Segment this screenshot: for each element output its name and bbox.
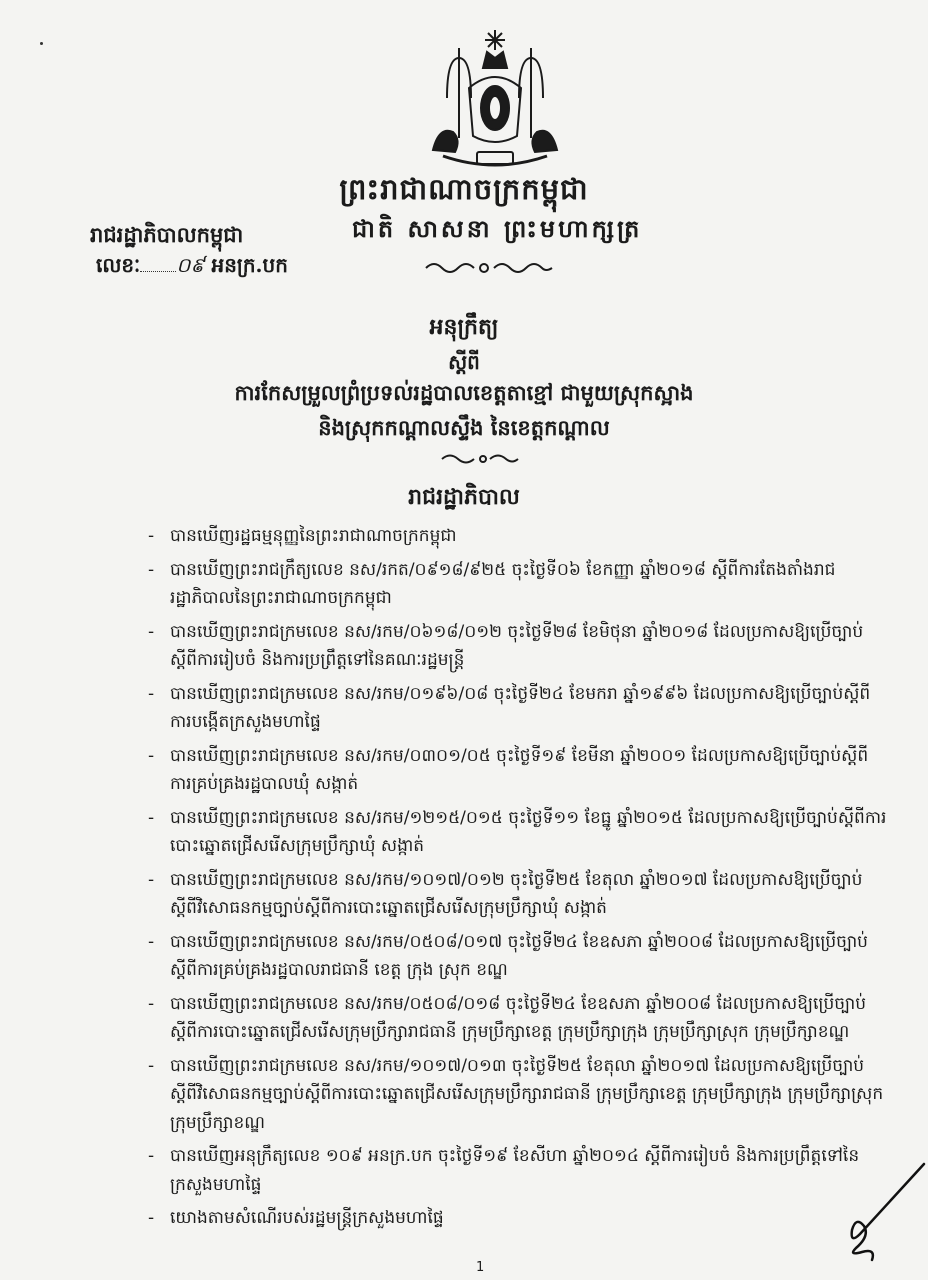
bullet-dash: - [148,745,155,766]
list-item-text: បានឃើញព្រះរាជក្រឹត្យលេខ នស/រកត/០៩១៨/៩២៥ ចុះថ្ងៃទី០៦ ខែកញ្ញា ឆ្នាំ២០១៨ ស្តីពីការតែងតាំងរាជរដ្ឋាភិបាលនៃព្រះរាជាណាចក្រកម្ពុជា [170,559,836,608]
list-item [148,522,888,551]
list-item [148,618,888,675]
list-item [148,866,888,923]
list-item-text: បានឃើញព្រះរាជក្រមលេខ នស/រកម/០៣០១/០៥ ចុះថ្ងៃទី១៩ ខែមីនា ឆ្នាំ២០០១ ដែលប្រកាសឱ្យប្រើច្បាប់ស្តីពីការគ្រប់គ្រងរដ្ឋបាលឃុំ សង្កាត់ [170,745,869,794]
issuer-heading: រាជរដ្ឋាភិបាល [408,484,520,510]
ornament-divider-icon [424,260,554,276]
list-item-text: បានឃើញអនុក្រឹត្យលេខ ១០៩ អនក្រ.បក ចុះថ្ងៃទី១៩ ខែសីហា ឆ្នាំ២០១៤ ស្តីពីការរៀបចំ និងការប្រព្រឹត្តទៅនៃក្រសួងមហាផ្ទៃ [170,1146,860,1195]
list-item-text: បានឃើញព្រះរាជក្រមលេខ នស/រកម/១០១៧/០១៣ ចុះថ្ងៃទី២៥ ខែតុលា ឆ្នាំ២០១៧ ដែលប្រកាសឱ្យប្រើច្បាប់ស្តីពីវិសោធនកម្មច្បាប់ស្តីពីការបោះឆ្នោតជ្រើសរើសក្រុមប្រឹក្សារាជធានី ក្រុមប្រឹក្សាខេត្ត ក្រុមប្រឹក្សាក្រុង ក្រុមប្រឹក្សាស្រុក ក្រុមប្រឹក្សាខណ្ឌ [170,1055,884,1133]
list-item [148,1204,888,1233]
ref-label: លេខៈ [96,253,141,277]
subject-line-1: ការកែសម្រួលព្រំប្រទល់រដ្ឋបាលខេត្តតាខ្មៅ ជាមួយស្រុកស្អាង [234,380,694,405]
bullet-dash: - [148,1208,155,1228]
list-item-text: បានឃើញព្រះរាជក្រមលេខ នស/រកម/០៦១៨/០១២ ចុះថ្ងៃទី២៨ ខែមិថុនា ឆ្នាំ២០១៨ ដែលប្រកាសឱ្យប្រើច្បាប់ស្តីពីការរៀបចំ និងការប្រព្រឹត្តទៅនៃគណៈរដ្ឋមន្ត្រី [170,621,864,670]
bullet-dash: - [148,931,155,952]
bullet-dash: - [148,559,155,580]
national-motto: ជាតិ សាសនា ព្រះមហាក្សត្រ [352,214,643,243]
list-item-text: បានឃើញព្រះរាជក្រមលេខ នស/រកម/០១៩៦/០៨ ចុះថ្ងៃទី២៤ ខែមករា ឆ្នាំ១៩៩៦ ដែលប្រកាសឱ្យប្រើច្បាប់ស្តីពីការបង្កើតក្រសួងមហាផ្ទៃ [170,683,871,732]
list-item [148,1052,888,1138]
reference-number [96,252,288,282]
bullet-dash: - [148,807,155,828]
kingdom-title: ព្រះរាជាណាចក្រកម្ពុជា [339,172,589,206]
list-item [148,742,888,799]
list-item-text: យោងតាមសំណើរបស់រដ្ឋមន្ត្រីក្រសួងមហាផ្ទៃ [170,1208,444,1228]
ref-dots [140,271,176,272]
ornament-small-icon [440,452,520,466]
handwritten-signature [820,1160,928,1270]
ministry-name: រាជរដ្ឋាភិបាលកម្ពុជា [90,222,244,247]
list-item [148,928,888,985]
about-label: ស្តីពី [448,350,480,374]
bullet-dash: - [148,993,155,1014]
scan-speck [40,42,43,45]
ref-suffix: អនក្រ.បក [211,253,288,277]
list-item-text: បានឃើញព្រះរាជក្រមលេខ នស/រកម/១០១៧/០១២ ចុះថ្ងៃទី២៥ ខែតុលា ឆ្នាំ២០១៧ ដែលប្រកាសឱ្យប្រើច្បាប់ស្តីពីវិសោធនកម្មច្បាប់ស្តីពីការបោះឆ្នោតជ្រើសរើសក្រុមប្រឹក្សាឃុំ សង្កាត់ [170,869,863,918]
royal-emblem-icon [425,28,565,178]
bullet-dash: - [148,683,155,704]
list-item [148,556,888,613]
document-type: អនុក្រឹត្យ [429,314,499,340]
list-item-text: បានឃើញរដ្ឋធម្មនុញ្ញនៃព្រះរាជាណាចក្រកម្ពុជា [170,526,457,546]
list-item [148,990,888,1047]
list-item-text: បានឃើញព្រះរាជក្រមលេខ នស/រកម/០៥០៨/០១៧ ចុះថ្ងៃទី២៤ ខែឧសភា ឆ្នាំ២០០៨ ដែលប្រកាសឱ្យប្រើច្បាប់ស្តីពីការគ្រប់គ្រងរដ្ឋបាលរាជធានី ខេត្ត ក្រុង ស្រុក ខណ្ឌ [170,931,868,980]
bullet-dash: - [148,1146,155,1166]
list-item [148,804,888,861]
list-item-text: បានឃើញព្រះរាជក្រមលេខ នស/រកម/០៥០៨/០១៨ ចុះថ្ងៃទី២៤ ខែឧសភា ឆ្នាំ២០០៨ ដែលប្រកាសឱ្យប្រើច្បាប់ស្តីពីការបោះឆ្នោតជ្រើសរើសក្រុមប្រឹក្សារាជធានី ក្រុមប្រឹក្សាខេត្ត ក្រុមប្រឹក្សាក្រុង ក្រុមប្រឹក្សាស្រុក ក្រុមប្រឹក្សាខណ្ឌ [170,993,867,1042]
list-item [148,680,888,737]
ref-number: ០៩ [176,253,205,277]
considerations-list [148,522,888,1238]
page-number: 1 [476,1260,485,1275]
bullet-dash: - [148,869,155,890]
list-item-text: បានឃើញព្រះរាជក្រមលេខ នស/រកម/១២១៥/០១៥ ចុះថ្ងៃទី១១ ខែធ្នូ ឆ្នាំ២០១៥ ដែលប្រកាសឱ្យប្រើច្បាប់ស្តីពីការបោះឆ្នោតជ្រើសរើសក្រុមប្រឹក្សាឃុំ សង្កាត់ [170,807,887,856]
list-item [148,1142,888,1199]
bullet-dash: - [148,1055,155,1076]
subject-line-2: និងស្រុកកណ្តាលស្ទឹង នៃខេត្តកណ្តាល [318,415,610,440]
bullet-dash: - [148,526,155,546]
bullet-dash: - [148,621,155,642]
